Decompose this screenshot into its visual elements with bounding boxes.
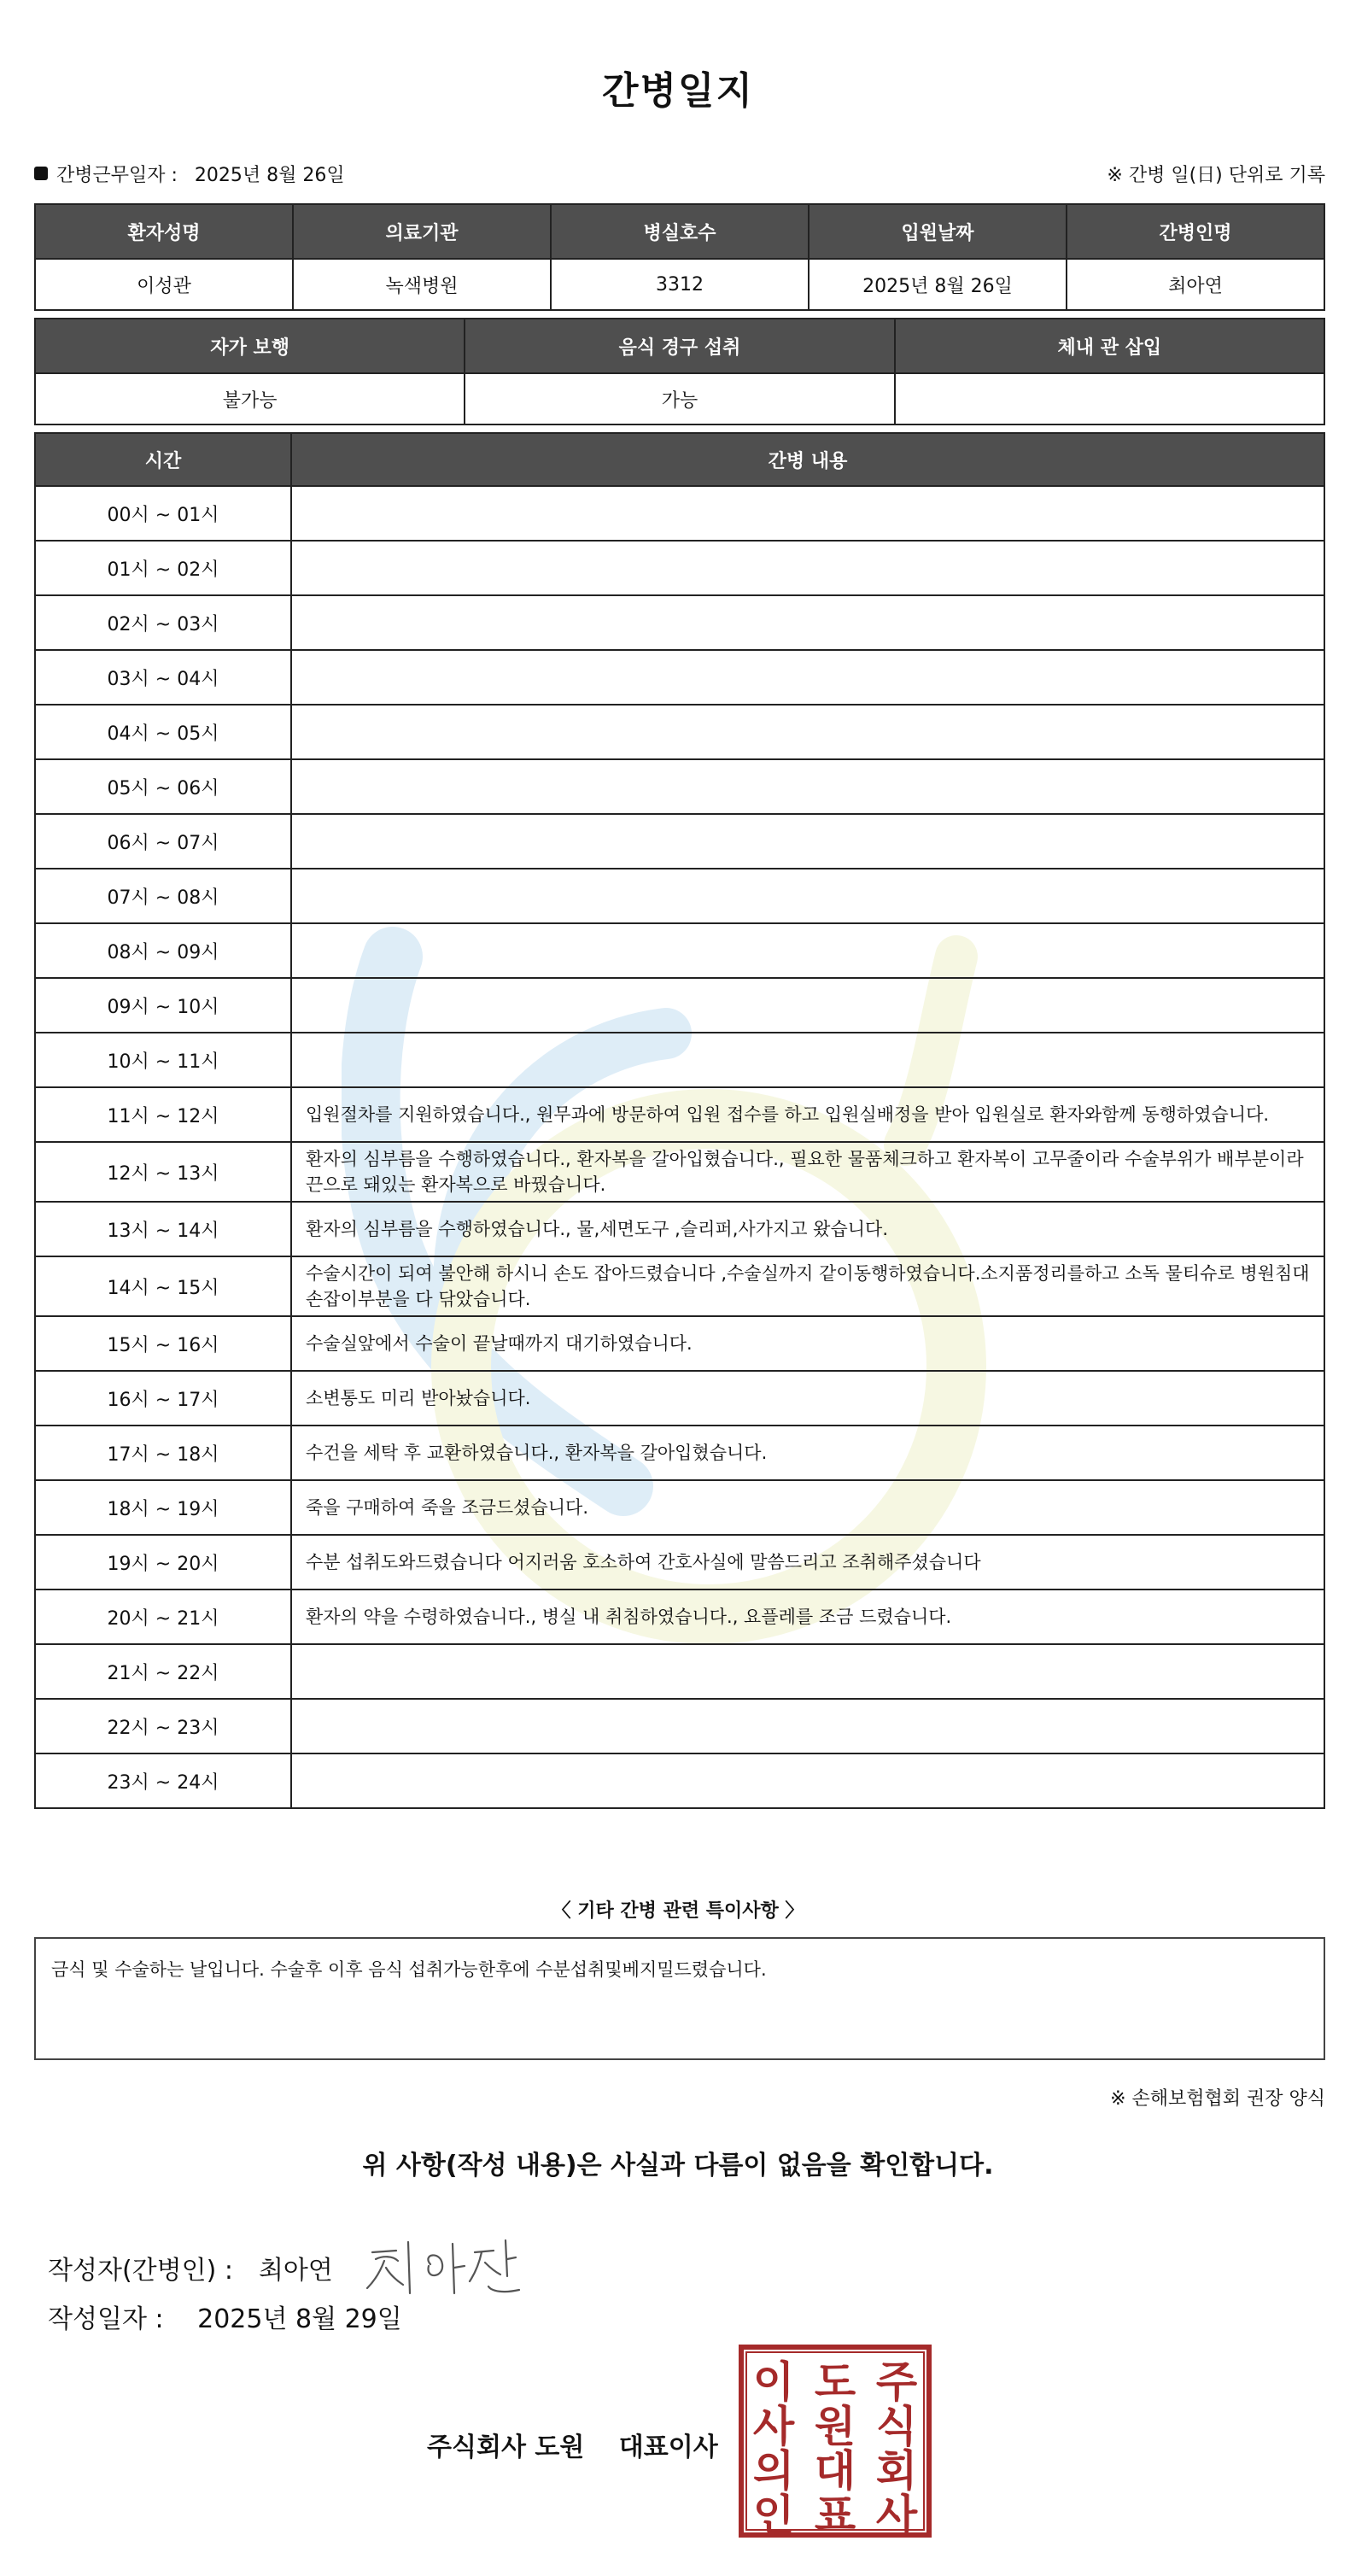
care-log-row: [35, 1753, 1324, 1808]
handwritten-signature: [364, 2234, 526, 2302]
care-log-content-cell: 환자의 약을 수령하였습니다., 병실 내 취침하였습니다., 요플레를 조금 드렸습니다.: [291, 1590, 1324, 1644]
remarks-title: 〈 기타 간병 관련 특이사항 〉: [552, 1900, 804, 1922]
care-log-time-cell: 07시 ~ 08시: [35, 869, 291, 923]
care-log-row: [35, 541, 1324, 595]
care-log-row: [35, 595, 1324, 650]
seal-character: 의: [752, 2446, 795, 2496]
writer-name: 최아연: [258, 2256, 333, 2286]
room-number-cell: 3312: [551, 259, 809, 310]
care-log-content-cell: [291, 1699, 1324, 1753]
care-log-time-cell: 15시 ~ 16시: [35, 1316, 291, 1371]
care-log-time-cell: 13시 ~ 14시: [35, 1202, 291, 1256]
care-log-header-row: [35, 433, 1324, 486]
seal-character: 이: [752, 2357, 795, 2407]
care-log-content-cell: 수술실앞에서 수술이 끝날때까지 대기하였습니다.: [291, 1316, 1324, 1371]
care-log-time-cell: 04시 ~ 05시: [35, 705, 291, 759]
care-log-time-cell: 01시 ~ 02시: [35, 541, 291, 595]
care-log-time-cell: 12시 ~ 13시: [35, 1142, 291, 1202]
care-log-content-cell: [291, 978, 1324, 1033]
header-room-number: 병실호수: [551, 204, 809, 259]
care-log-row: [35, 869, 1324, 923]
seal-character: 사: [752, 2402, 795, 2451]
care-log-row: [35, 486, 1324, 541]
self-walking-cell: 불가능: [35, 373, 465, 424]
care-log-time-cell: 11시 ~ 12시: [35, 1087, 291, 1142]
company-signature-line: [427, 2426, 718, 2463]
status-header-row: [35, 319, 1324, 373]
written-date-value: 2025년 8월 29일: [197, 2304, 402, 2334]
header-caregiver-name: 간병인명: [1067, 204, 1324, 259]
oral-intake-cell: 가능: [465, 373, 894, 424]
care-log-time-cell: 10시 ~ 11시: [35, 1033, 291, 1087]
company-name: 주식회사 도원: [427, 2433, 585, 2462]
care-log-content-cell: 소변통도 미리 받아놨습니다.: [291, 1371, 1324, 1426]
care-log-content-cell: [291, 650, 1324, 705]
square-bullet-icon: [34, 167, 48, 180]
header-self-walking: 자가 보행: [35, 319, 465, 373]
header-hospital: 의료기관: [293, 204, 551, 259]
care-log-content-cell: [291, 1033, 1324, 1087]
care-log-row: [35, 1316, 1324, 1371]
care-log-time-cell: 19시 ~ 20시: [35, 1535, 291, 1590]
care-log-time-cell: 08시 ~ 09시: [35, 923, 291, 978]
care-log-row: [35, 705, 1324, 759]
seal-character: 인: [752, 2491, 795, 2538]
care-log-content-cell: [291, 869, 1324, 923]
care-log-row: [35, 1371, 1324, 1426]
care-log-content-cell: 수건을 세탁 후 교환하였습니다., 환자복을 갈아입혔습니다.: [291, 1426, 1324, 1480]
care-log-time-cell: 06시 ~ 07시: [35, 814, 291, 869]
seal-character: 도: [814, 2357, 856, 2407]
recording-note: ※ 간병 일(日) 단위로 기록: [1107, 164, 1325, 186]
care-log-row: [35, 978, 1324, 1033]
work-date-value: 2025년 8월 26일: [194, 164, 345, 186]
patient-status-table: [34, 318, 1325, 425]
tube-insertion-cell: [895, 373, 1324, 424]
care-log-time-cell: 22시 ~ 23시: [35, 1699, 291, 1753]
care-log-content-cell: 죽을 구매하여 죽을 조금드셨습니다.: [291, 1480, 1324, 1535]
header-admission-date: 입원날짜: [809, 204, 1067, 259]
care-log-row: [35, 650, 1324, 705]
patient-name-cell: 이성관: [35, 259, 293, 310]
care-log-row: [35, 1087, 1324, 1142]
patient-info-value-row: [35, 259, 1324, 310]
header-oral-intake: 음식 경구 섭취: [465, 319, 894, 373]
care-log-row: [35, 923, 1324, 978]
care-log-content-cell: [291, 1753, 1324, 1808]
care-log-content-cell: [291, 705, 1324, 759]
writer-label: 작성자(간병인) :: [48, 2256, 233, 2286]
care-log-content-cell: 수술시간이 되여 불안해 하시니 손도 잡아드렸습니다 ,수술실까지 같이동행하였습니다.소지품정리를하고 소독 물티슈로 병원침대 손잡이부분을 다 닦았습니다.: [291, 1256, 1324, 1316]
header-patient-name: 환자성명: [35, 204, 293, 259]
care-log-content-cell: 수분 섭취도와드렸습니다 어지러움 호소하여 간호사실에 말씀드리고 조취해주셨습니다: [291, 1535, 1324, 1590]
care-log-row: [35, 759, 1324, 814]
care-log-time-cell: 20시 ~ 21시: [35, 1590, 291, 1644]
care-log-time-cell: 14시 ~ 15시: [35, 1256, 291, 1316]
care-log-content-cell: [291, 1644, 1324, 1699]
remarks-box: 금식 및 수술하는 날입니다. 수술후 이후 음식 섭취가능한후에 수분섭취및베지밀드렸습니다.: [34, 1937, 1325, 2060]
seal-character: 대: [814, 2446, 856, 2496]
care-log-content-cell: [291, 595, 1324, 650]
page-title: 간병일지: [601, 69, 754, 113]
confirm-statement: 위 사항(작성 내용)은 사실과 다름이 없음을 확인합니다.: [362, 2151, 994, 2181]
care-log-content-cell: [291, 541, 1324, 595]
care-log-content-cell: [291, 759, 1324, 814]
writer-row: [48, 2234, 526, 2302]
caregiver-name-cell: 최아연: [1067, 259, 1324, 310]
patient-info-header-row: [35, 204, 1324, 259]
seal-character: 식: [875, 2402, 918, 2451]
work-date: [34, 161, 345, 187]
care-log-row: [35, 1699, 1324, 1753]
status-value-row: [35, 373, 1324, 424]
care-log-row: [35, 1256, 1324, 1316]
care-log-row: [35, 1644, 1324, 1699]
written-date-label: 작성일자 :: [48, 2304, 164, 2334]
care-log-time-cell: 16시 ~ 17시: [35, 1371, 291, 1426]
company-seal-stamp: [738, 2344, 932, 2538]
meta-row: [34, 159, 1325, 188]
seal-character: 회: [875, 2446, 918, 2496]
care-log-body: [35, 486, 1324, 1808]
care-log-table: [34, 432, 1325, 1809]
care-log-row: [35, 1142, 1324, 1202]
header-time: 시간: [35, 433, 291, 486]
work-date-label: 간병근무일자 :: [56, 164, 178, 186]
seal-character: 표: [814, 2491, 856, 2538]
seal-character: 사: [875, 2491, 918, 2538]
seal-character: 주: [875, 2357, 918, 2407]
care-log-time-cell: 00시 ~ 01시: [35, 486, 291, 541]
care-log-row: [35, 1202, 1324, 1256]
care-log-content-cell: [291, 814, 1324, 869]
header-tube-insertion: 체내 관 삽입: [895, 319, 1324, 373]
written-date-row: [48, 2298, 402, 2335]
care-log-time-cell: 09시 ~ 10시: [35, 978, 291, 1033]
care-log-time-cell: 23시 ~ 24시: [35, 1753, 291, 1808]
care-log-content-cell: 환자의 심부름을 수행하였습니다., 물,세면도구 ,슬리퍼,사가지고 왔습니다.: [291, 1202, 1324, 1256]
care-log-time-cell: 03시 ~ 04시: [35, 650, 291, 705]
care-log-row: [35, 1033, 1324, 1087]
recommend-note: ※ 손해보험협회 권장 양식: [1110, 2088, 1325, 2110]
care-log-row: [35, 1480, 1324, 1535]
header-care-content: 간병 내용: [291, 433, 1324, 486]
hospital-cell: 녹색병원: [293, 259, 551, 310]
care-log-content-cell: 입원절차를 지원하였습니다., 원무과에 방문하여 입원 접수를 하고 입원실배정을 받아 입원실로 환자와함께 동행하였습니다.: [291, 1087, 1324, 1142]
care-log-row: [35, 814, 1324, 869]
admission-date-cell: 2025년 8월 26일: [809, 259, 1067, 310]
care-log-time-cell: 17시 ~ 18시: [35, 1426, 291, 1480]
care-log-content-cell: 환자의 심부름을 수행하였습니다., 환자복을 갈아입혔습니다., 필요한 물품체크하고 환자복이 고무줄이라 수술부위가 배부분이라 끈으로 돼있는 환자복으로 바꿨습니다.: [291, 1142, 1324, 1202]
care-log-content-cell: [291, 486, 1324, 541]
care-log-content-cell: [291, 923, 1324, 978]
patient-info-table: [34, 203, 1325, 311]
care-log-time-cell: 05시 ~ 06시: [35, 759, 291, 814]
care-log-row: [35, 1590, 1324, 1644]
care-log-time-cell: 18시 ~ 19시: [35, 1480, 291, 1535]
seal-character: 원: [814, 2402, 856, 2451]
care-log-row: [35, 1426, 1324, 1480]
company-rep-title: 대표이사: [618, 2433, 718, 2462]
care-log-time-cell: 02시 ~ 03시: [35, 595, 291, 650]
care-log-time-cell: 21시 ~ 22시: [35, 1644, 291, 1699]
care-log-row: [35, 1535, 1324, 1590]
